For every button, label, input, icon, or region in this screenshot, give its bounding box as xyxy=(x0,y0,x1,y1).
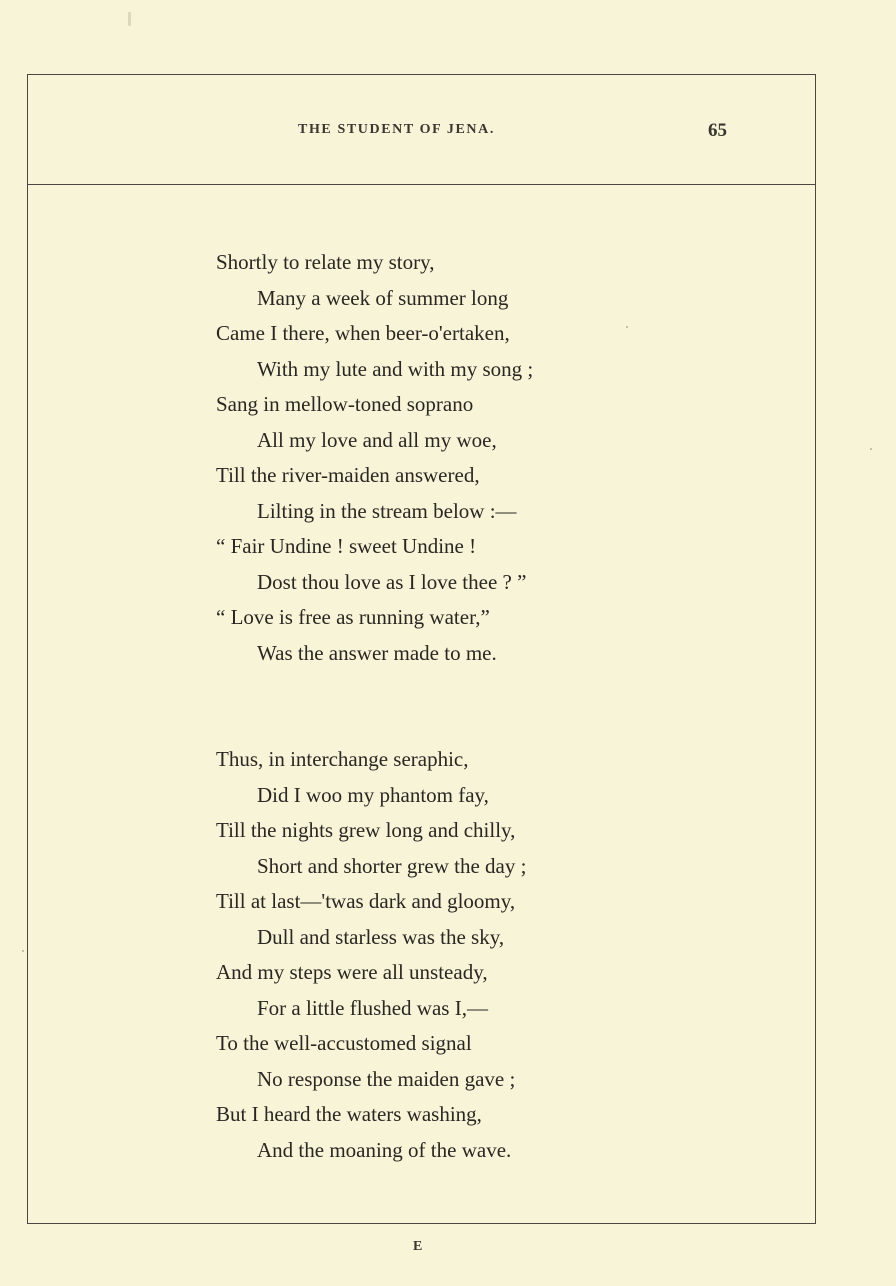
stanza-1 xyxy=(216,245,533,671)
page-number: 65 xyxy=(708,120,727,141)
poem-line: Shortly to relate my story, xyxy=(216,250,435,274)
poem-line: Thus, in interchange seraphic, xyxy=(216,747,469,771)
poem-line: “ Fair Undine ! sweet Undine ! xyxy=(216,534,477,558)
poem-line: Short and shorter grew the day ; xyxy=(257,853,527,878)
poem-line: And my steps were all unsteady, xyxy=(216,960,488,984)
poem-line: No response the maiden gave ; xyxy=(257,1066,516,1091)
poem-line: For a little flushed was I,— xyxy=(257,995,488,1020)
poem-line: Came I there, when beer-o'ertaken, xyxy=(216,321,510,345)
running-title: THE STUDENT OF JENA. xyxy=(298,122,495,137)
poem-line: And the moaning of the wave. xyxy=(257,1137,512,1162)
poem-line: Was the answer made to me. xyxy=(257,640,497,665)
poem-line: Did I woo my phantom fay, xyxy=(257,782,489,807)
paper-speck xyxy=(870,448,872,450)
poem-line: Till the nights grew long and chilly, xyxy=(216,818,516,842)
poem-line: To the well-accustomed signal xyxy=(216,1031,472,1055)
poem-line: Till at last—'twas dark and gloomy, xyxy=(216,889,516,913)
poem-line: Till the river-maiden answered, xyxy=(216,463,480,487)
signature-mark: E xyxy=(413,1239,423,1254)
header-rule xyxy=(27,184,816,185)
poem-line: “ Love is free as running water,” xyxy=(216,605,490,629)
poem-line: Dull and starless was the sky, xyxy=(257,924,505,949)
poem-line: Many a week of summer long xyxy=(257,285,509,310)
paper-speck xyxy=(22,950,24,952)
poem-line: All my love and all my woe, xyxy=(257,427,497,452)
stanza-2 xyxy=(216,742,526,1168)
paper-speck xyxy=(128,12,131,26)
poem-line: Dost thou love as I love thee ? ” xyxy=(257,569,527,594)
poem-line: With my lute and with my song ; xyxy=(257,356,534,381)
poem-line: Lilting in the stream below :— xyxy=(257,498,517,523)
poem-line: But I heard the waters washing, xyxy=(216,1102,482,1126)
running-head xyxy=(0,120,896,144)
paper-speck xyxy=(626,326,628,328)
poem-line: Sang in mellow-toned soprano xyxy=(216,392,474,416)
